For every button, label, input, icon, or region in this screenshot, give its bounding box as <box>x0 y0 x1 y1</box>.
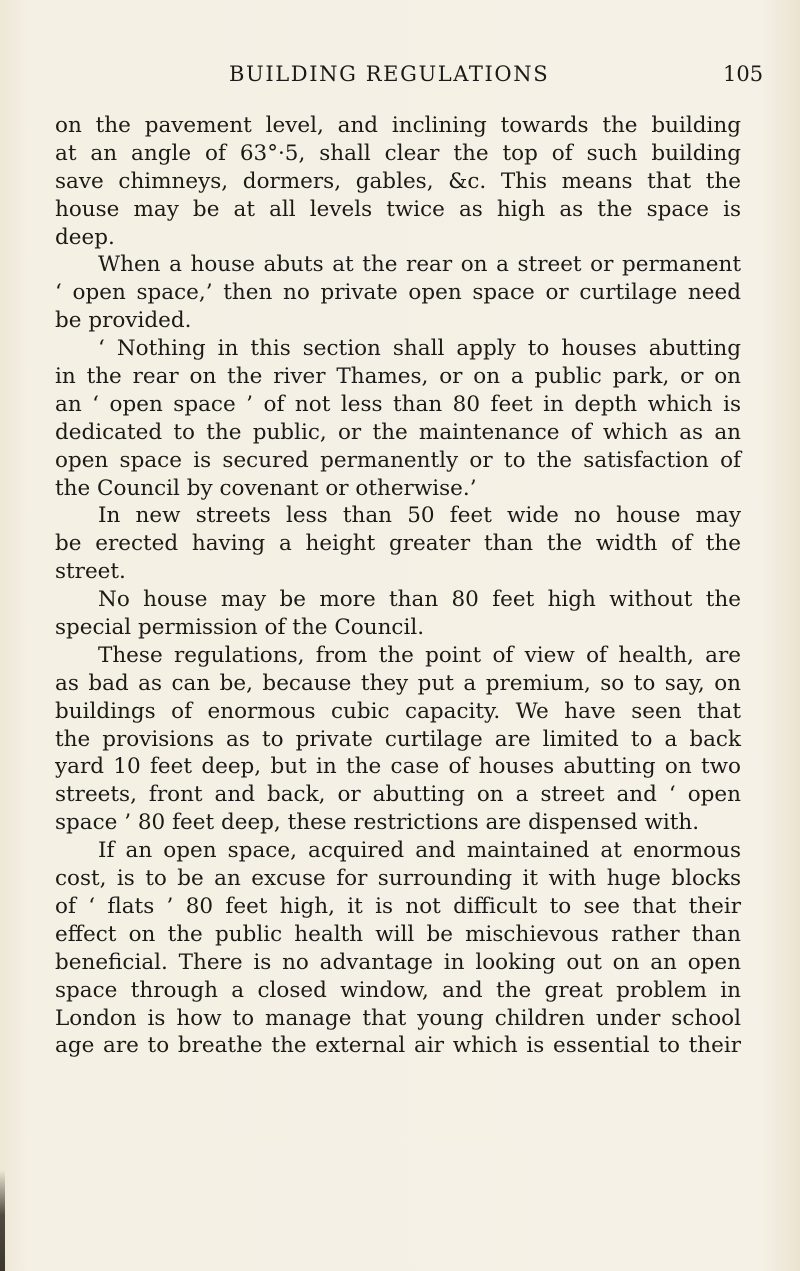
text-line: In new streets less than 50 feet wide no house may <box>98 503 741 529</box>
body-text <box>55 112 741 1060</box>
text-line: on the pavement level, and inclining towards the building <box>55 113 741 138</box>
text-line: cost, is to be an excuse for surrounding it with huge blocks <box>55 866 741 892</box>
text-line: in the rear on the river Thames, or on a public park, or on <box>55 364 741 390</box>
text-line: effect on the public health will be mischievous rather than <box>55 921 741 947</box>
text-line: These regulations, from the point of view of health, are <box>98 642 741 668</box>
text-line: space through a closed window, and the great problem in <box>55 977 741 1003</box>
text-line: be erected having a height greater than the width of the <box>55 531 741 557</box>
text-line: be provided. <box>55 308 192 334</box>
text-line: open space is secured permanently or to the satisfaction of <box>55 447 741 473</box>
text-line: house may be at all levels twice as high as the space is <box>55 196 741 222</box>
text-line: ‘ Nothing in this section shall apply to houses abutting <box>98 336 741 362</box>
text-line: yard 10 feet deep, but in the case of houses abutting on two <box>55 754 741 780</box>
text-line: at an angle of 63°·5, shall clear the top of such building <box>55 140 741 166</box>
text-line: the Council by covenant or otherwise.’ <box>55 475 477 501</box>
running-title: BUILDING REGULATIONS <box>229 62 550 86</box>
text-line: London is how to manage that young children under school <box>55 1005 741 1031</box>
page-gutter-shadow <box>0 1170 5 1271</box>
text-line: buildings of enormous cubic capacity. We have seen that <box>55 698 741 724</box>
text-line: special permission of the Council. <box>55 615 425 641</box>
text-line: beneficial. There is no advantage in looking out on an open <box>55 949 741 975</box>
text-line: an ‘ open space ’ of not less than 80 feet in depth which is <box>55 391 741 417</box>
text-line: save chimneys, dormers, gables, &c. This means that the <box>55 168 741 194</box>
running-head <box>0 62 800 92</box>
text-line: No house may be more than 80 feet high without the <box>98 587 741 613</box>
text-line: the provisions as to private curtilage are limited to a back <box>55 726 741 752</box>
text-line: age are to breathe the external air which is essential to their <box>55 1033 741 1059</box>
text-line: of ‘ flats ’ 80 feet high, it is not difficult to see that their <box>55 893 741 919</box>
text-line: streets, front and back, or abutting on a street and ‘ open <box>55 782 741 808</box>
page-number: 105 <box>723 62 764 86</box>
text-line: space ’ 80 feet deep, these restrictions are dispensed with. <box>55 810 700 836</box>
text-line: deep. <box>55 224 115 250</box>
text-line: dedicated to the public, or the maintenance of which as an <box>55 419 741 445</box>
text-line: If an open space, acquired and maintained at enormous <box>98 838 741 864</box>
text-line: When a house abuts at the rear on a street or permanent <box>98 252 741 278</box>
text-line: ‘ open space,’ then no private open space or curtilage need <box>55 280 741 306</box>
text-line: as bad as can be, because they put a premium, so to say, on <box>55 670 741 696</box>
text-line: street. <box>55 559 126 585</box>
